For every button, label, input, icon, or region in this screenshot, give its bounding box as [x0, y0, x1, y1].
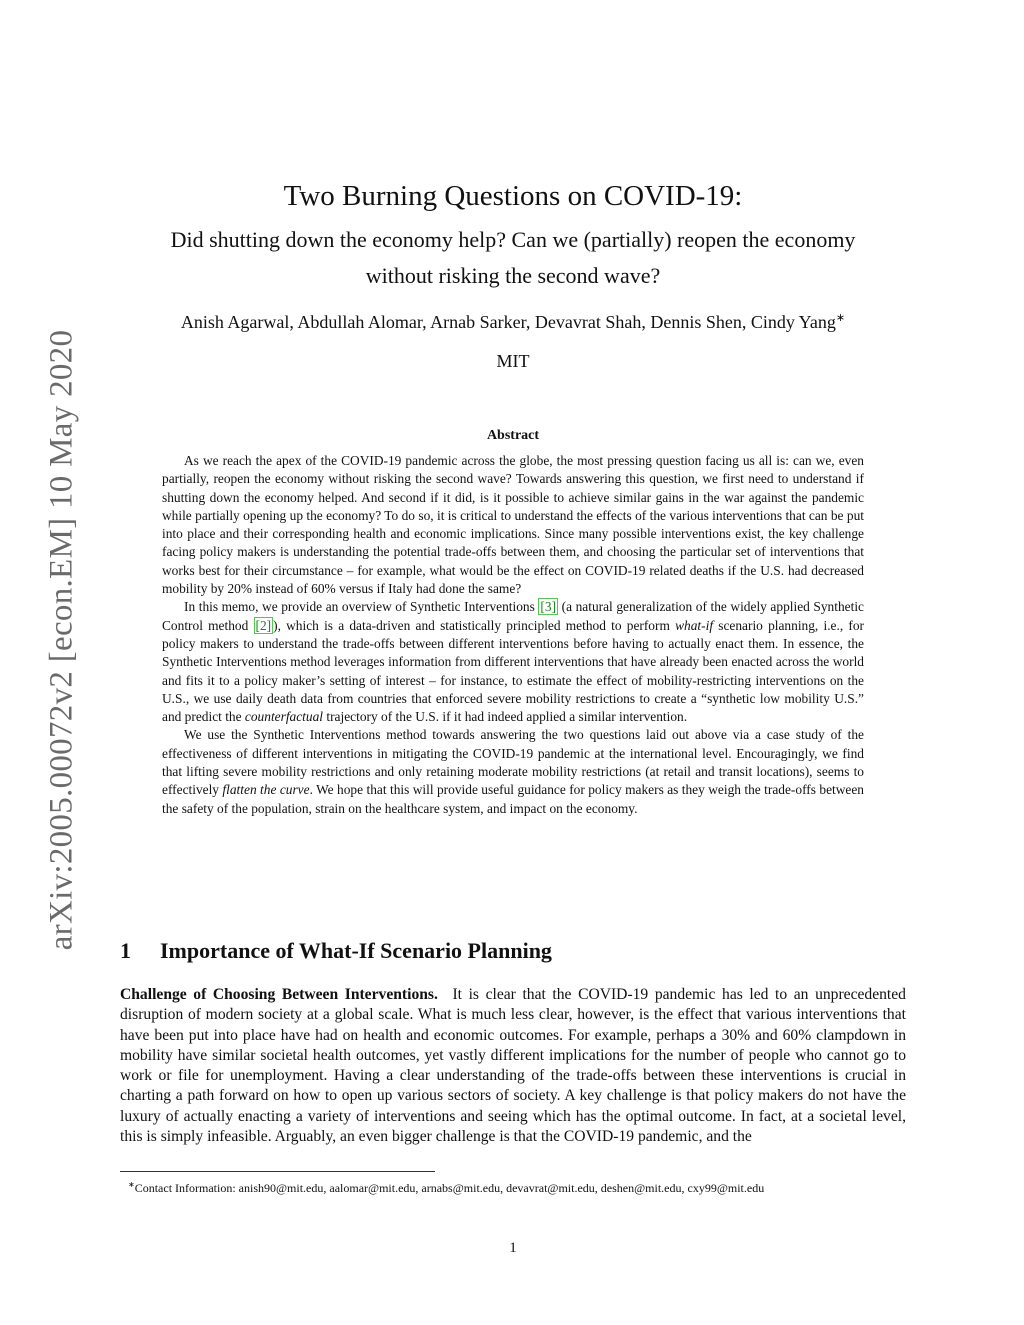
author-footnote-mark[interactable]: ∗ — [835, 312, 846, 324]
counterfactual-emphasis: counterfactual — [244, 709, 324, 725]
body-paragraph — [120, 985, 906, 1147]
paper-title: Two Burning Questions on COVID-19: — [283, 180, 743, 212]
affiliation: MIT — [496, 351, 530, 371]
arxiv-identifier-stamp: arXiv:2005.00072v2 [econ.EM] 10 May 2020 — [43, 329, 80, 951]
abstract-paragraph-2 — [162, 598, 864, 726]
abstract-paragraph-1: As we reach the apex of the COVID-19 pandemic across the globe, the most pressing question facing us all is: can we, even partially, reopen the economy without risking the second wave? Towards answering this question, we first need to understand if shutting down the economy helped. And second if it did, is it possible to achieve similar gains in the war against the pandemic while partially opening up the economy? To do so, it is critical to understand the effects of the various interventions that can be put into place and their corresponding health and economic implications. Since many possible interventions exist, the key challenge facing policy makers is understanding the potential trade-offs between them, and choosing the particular set of interventions that works best for their circumstance – for example, what would be the effect on COVID-19 related deaths if the U.S. had decreased mobility by 20% instead of 60% versus if Italy had done the same? — [162, 453, 864, 597]
abstract-p2-text-a: In this memo, we provide an overview of Synthetic Interventions — [184, 599, 539, 615]
footnote — [120, 1177, 906, 1196]
body-paragraph-text: It is clear that the COVID-19 pandemic has led to an unprecedented disruption of modern society at a global scale. What is much less clear, however, is the effect that various interventions that have been put into place have had on health and economic outcomes. For example, perhaps a 30% and 60% clampdown in mobility have similar societal health outcomes, yet vastly different implications for the number of people who cannot go to work or file for unemployment. Having a clear understanding of the trade-offs between these interventions is crucial in charting a path forward on how to open up various sectors of society. A key challenge is that policy makers do not have the luxury of actually enacting a variety of interventions and seeing which has the optimal outcome. In fact, at a societal level, this is simply infeasible. Arguably, an even bigger challenge is that the COVID-19 pandemic, and the — [120, 986, 906, 1146]
page-number: 1 — [509, 1240, 517, 1256]
author-names: Anish Agarwal, Abdullah Alomar, Arnab Sarker, Devavrat Shah, Dennis Shen, Cindy Yang — [180, 312, 836, 332]
author-list — [120, 311, 906, 333]
paragraph-run-head: Challenge of Choosing Between Interventions. — [120, 986, 438, 1003]
section-heading — [120, 938, 906, 964]
footnote-text: Contact Information: anish90@mit.edu, aalomar@mit.edu, arnabs@mit.edu, devavrat@mit.edu, deshen@mit.edu, cxy99@mit.edu — [134, 1181, 765, 1195]
citation-link-2[interactable]: [2] — [255, 617, 272, 633]
abstract-p2-text-d: scenario planning, i.e., for policy makers to understand the trade-offs between different interventions before having to actually enact them. In essence, the Synthetic Interventions method leverages information from different interventions that have already been enacted across the world and fits it to a policy maker’s setting of interest – for instance, to estimate the effect of mobility-restricting interventions on the U.S., we use daily death data from countries that enforced severe mobility restrictions to create a “synthetic low mobility U.S.” and predict the — [162, 617, 865, 725]
footnote-mark: ∗ — [128, 1180, 135, 1189]
citation-link-3[interactable]: [3] — [540, 599, 557, 615]
abstract-p2-text-b: (a natural generalization of the widely applied Synthetic Control method — [162, 599, 864, 633]
abstract-p2-text-e: trajectory of the U.S. if it had indeed applied a similar intervention. — [323, 709, 688, 725]
section-number: 1 — [120, 938, 131, 963]
paper-subtitle: Did shutting down the economy help? Can we (partially) reopen the economy without risking the second wave? — [170, 227, 856, 288]
section-body — [120, 985, 906, 1147]
section-title: Importance of What-If Scenario Planning — [160, 938, 552, 963]
abstract-body — [162, 452, 864, 818]
flatten-curve-emphasis: flatten the curve — [222, 782, 310, 798]
what-if-emphasis: what-if — [675, 617, 714, 633]
abstract-paragraph-3 — [162, 726, 864, 817]
abstract-p2-text-c: ), which is a data-driven and statistically principled method to perform — [273, 617, 676, 633]
abstract-p3-text-a: We use the Synthetic Interventions method towards answering the two questions laid out above via a case study of the effectiveness of different interventions in mitigating the COVID-19 pandemic at the international level. Encouragingly, we find that lifting severe mobility restrictions and only retaining moderate mobility restrictions (at retail and transit locations), seems to effectively — [162, 727, 864, 798]
abstract-heading: Abstract — [486, 428, 540, 443]
footnote-divider — [120, 1171, 435, 1172]
abstract-p3-text-b: . We hope that this will provide useful guidance for policy makers as they weigh the trade-offs between the safety of the population, strain on the healthcare system, and impact on the economy. — [162, 782, 864, 816]
